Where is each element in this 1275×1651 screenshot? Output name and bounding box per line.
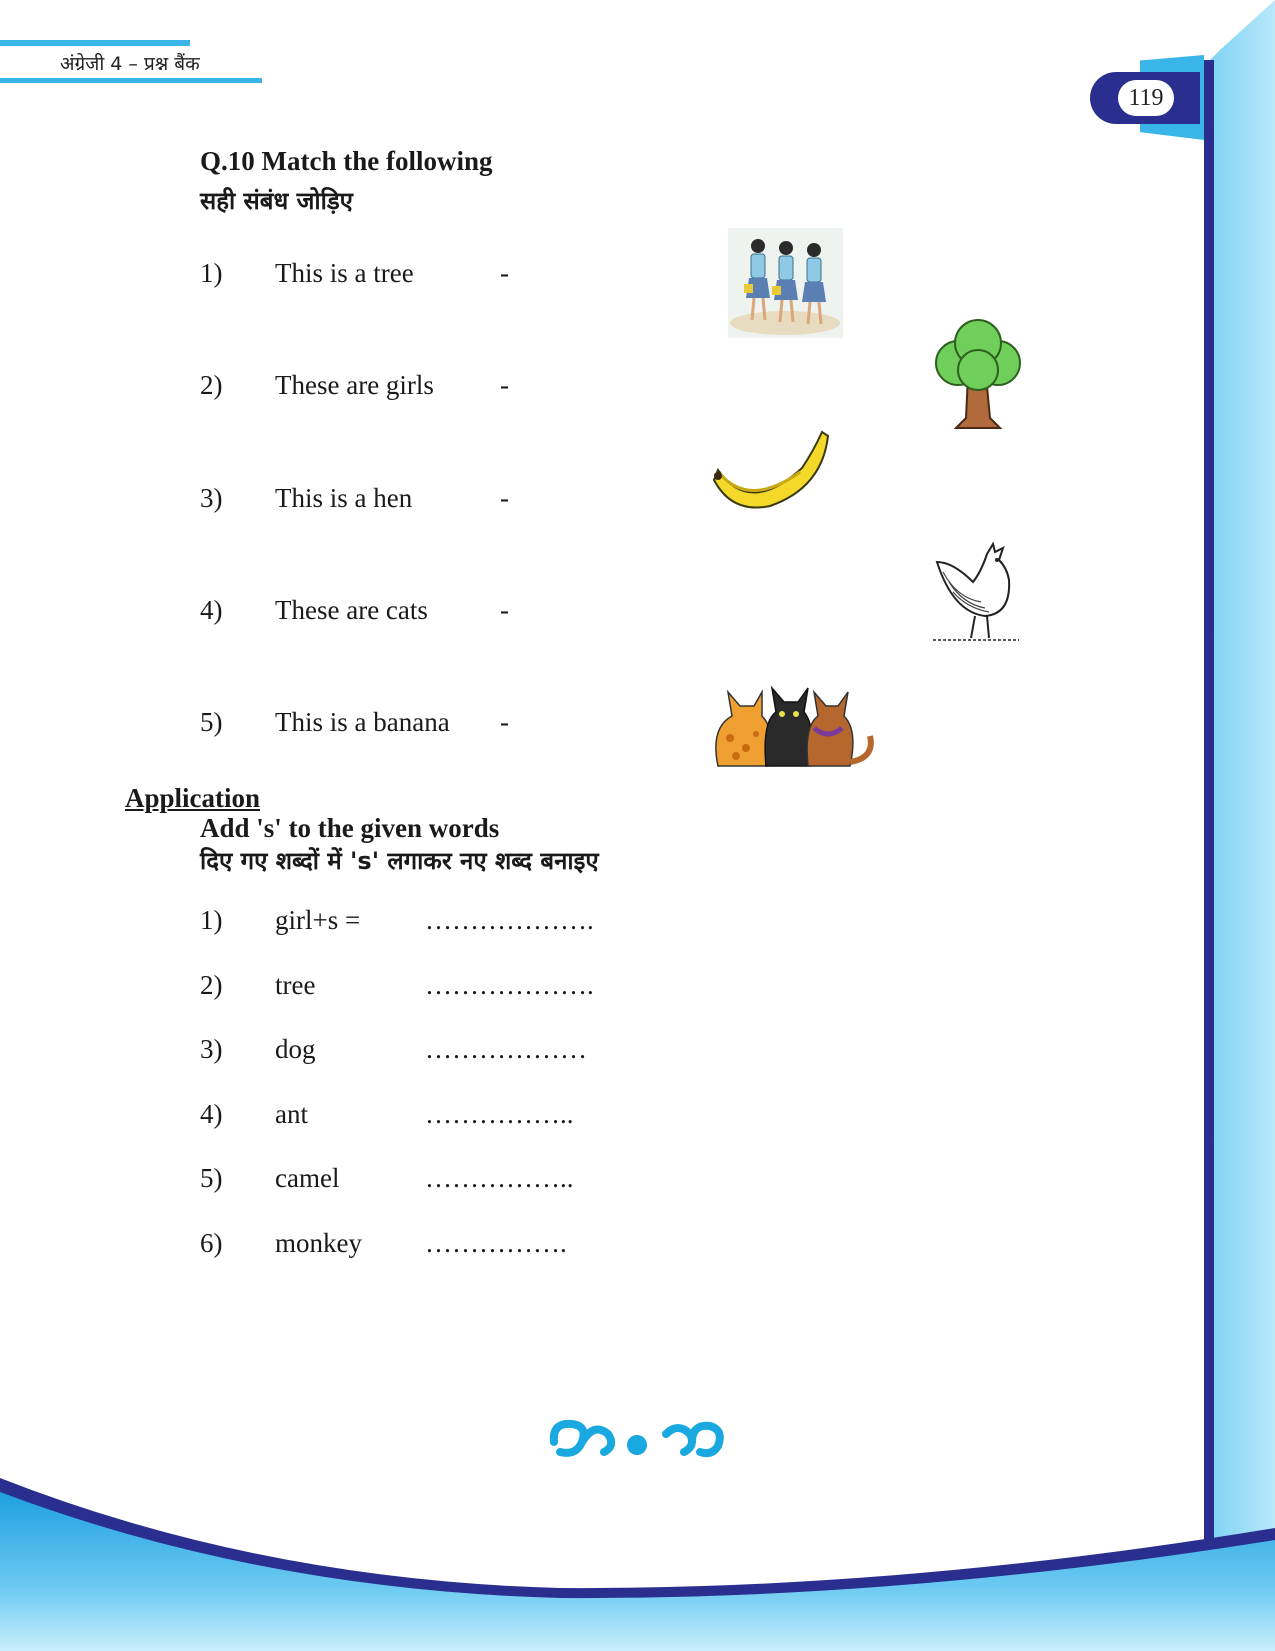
answer-blank[interactable]: ……………. [425, 1228, 567, 1258]
application-item-number: 4) [200, 1099, 223, 1129]
end-ornament-icon [542, 1412, 732, 1462]
match-item-text: These are girls [275, 370, 434, 400]
application-instruction-hindi: दिए गए शब्दों में 's' लगाकर नए शब्द बनाइए [200, 847, 599, 875]
match-item-number: 4) [200, 595, 223, 625]
match-item-number: 3) [200, 483, 223, 513]
application-item-word: girl+s = [275, 905, 361, 935]
match-item-dash: - [500, 595, 509, 625]
application-heading: Application [125, 783, 261, 813]
book-label: अंग्रेजी 4 – प्रश्न बैंक [60, 53, 200, 75]
application-item-word: tree [275, 970, 316, 1000]
application-item-number: 2) [200, 970, 223, 1000]
match-item-number: 2) [200, 370, 223, 400]
answer-blank[interactable]: ………………. [425, 970, 594, 1000]
answer-blank[interactable]: …………….. [425, 1099, 574, 1129]
header-underline [0, 78, 262, 83]
application-instruction: Add 's' to the given words [200, 813, 500, 843]
match-item-text: This is a tree [275, 258, 414, 288]
girls-illustration [728, 228, 843, 338]
application-item-word: camel [275, 1163, 340, 1193]
match-item-dash: - [500, 370, 509, 400]
match-item-number: 1) [200, 258, 223, 288]
bottom-wave-decor [0, 1470, 1275, 1651]
match-item-dash: - [500, 258, 509, 288]
answer-blank[interactable]: …………….. [425, 1163, 574, 1193]
application-item-number: 6) [200, 1228, 223, 1258]
application-item-word: ant [275, 1099, 308, 1129]
match-item-text: This is a hen [275, 483, 413, 513]
application-item-word: monkey [275, 1228, 362, 1258]
banana-illustration [710, 428, 830, 518]
hen-illustration [923, 542, 1023, 647]
header-accent-bar [0, 40, 190, 46]
tree-illustration [928, 318, 1028, 430]
match-item-dash: - [500, 707, 509, 737]
page-number: 119 [1118, 80, 1174, 116]
application-item-number: 3) [200, 1034, 223, 1064]
match-item-text: These are cats [275, 595, 428, 625]
question-title: Q.10 Match the following [200, 146, 493, 176]
match-item-text: This is a banana [275, 707, 450, 737]
application-item-number: 1) [200, 905, 223, 935]
application-item-word: dog [275, 1034, 316, 1064]
cats-illustration [710, 678, 875, 768]
match-item-dash: - [500, 483, 509, 513]
question-subtitle-hindi: सही संबंध जोड़िए [200, 187, 353, 215]
right-decor-band [1140, 0, 1275, 1651]
answer-blank[interactable]: ………………. [425, 905, 594, 935]
match-item-number: 5) [200, 707, 223, 737]
application-item-number: 5) [200, 1163, 223, 1193]
answer-blank[interactable]: ……………… [425, 1034, 587, 1064]
